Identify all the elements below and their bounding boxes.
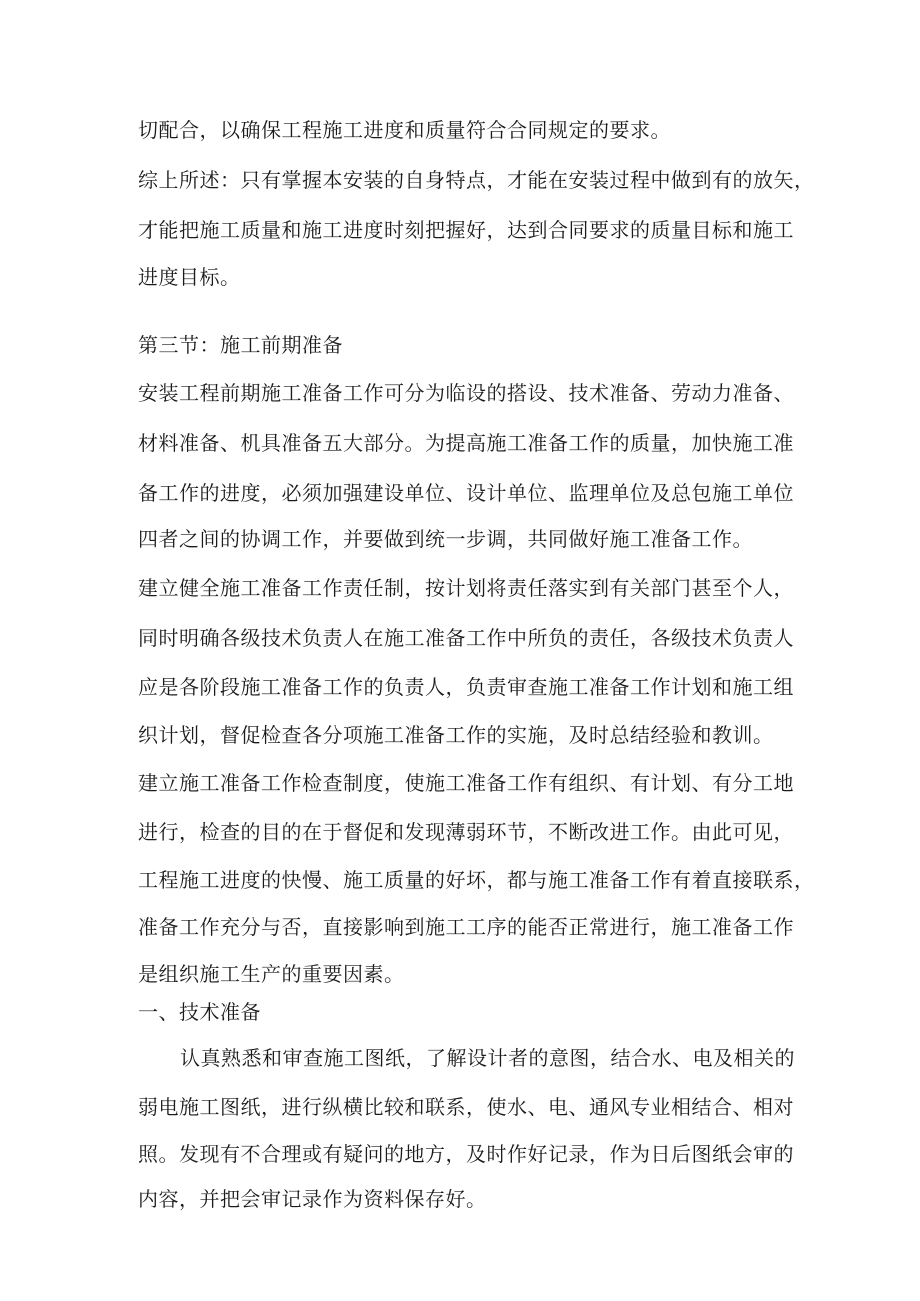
paragraph-line: 工程施工进度的快慢、施工质量的好坏，都与施工准备工作有着直接联系， — [138, 868, 815, 892]
paragraph-line: 同时明确各级技术负责人在施工准备工作中所负的责任，各级技术负责人 — [138, 626, 794, 650]
paragraph-line: 材料准备、机具准备五大部分。为提高施工准备工作的质量，加快施工准 — [138, 431, 794, 455]
paragraph-line: 织计划，督促检查各分项施工准备工作的实施，及时总结经验和教训。 — [138, 723, 774, 747]
subsection-heading: 一、技术准备 — [138, 1000, 261, 1024]
paragraph-line: 弱电施工图纸，进行纵横比较和联系，使水、电、通风专业相结合、相对 — [138, 1095, 794, 1119]
paragraph-line: 建立施工准备工作检查制度，使施工准备工作有组织、有计划、有分工地 — [138, 771, 794, 795]
paragraph-line: 应是各阶段施工准备工作的负责人，负责审查施工准备工作计划和施工组 — [138, 675, 794, 699]
section-heading: 第三节：施工前期准备 — [138, 333, 343, 357]
paragraph-line: 认真熟悉和审查施工图纸，了解设计者的意图，结合水、电及相关的 — [180, 1046, 795, 1070]
paragraph-line: 建立健全施工准备工作责任制，按计划将责任落实到有关部门甚至个人， — [138, 576, 794, 600]
paragraph-line: 备工作的进度，必须加强建设单位、设计单位、监理单位及总包施工单位 — [138, 481, 794, 505]
paragraph-line: 照。发现有不合理或有疑问的地方，及时作好记录，作为日后图纸会审的 — [138, 1142, 794, 1166]
paragraph-line: 才能把施工质量和施工进度时刻把握好，达到合同要求的质量目标和施工 — [138, 218, 794, 242]
paragraph-line: 四者之间的协调工作，并要做到统一步调，共同做好施工准备工作。 — [138, 527, 753, 551]
paragraph-line: 是组织施工生产的重要因素。 — [138, 962, 405, 986]
paragraph-line: 综上所述：只有掌握本安装的自身特点，才能在安装过程中做到有的放矢， — [138, 168, 815, 192]
paragraph-line: 进行，检查的目的在于督促和发现薄弱环节，不断改进工作。由此可见， — [138, 820, 794, 844]
paragraph-line: 内容，并把会审记录作为资料保存好。 — [138, 1187, 487, 1211]
paragraph-line: 切配合，以确保工程施工进度和质量符合合同规定的要求。 — [138, 118, 671, 142]
paragraph-line: 进度目标。 — [138, 265, 241, 289]
paragraph-line: 安装工程前期施工准备工作可分为临设的搭设、技术准备、劳动力准备、 — [138, 381, 794, 405]
paragraph-line: 准备工作充分与否，直接影响到施工工序的能否正常进行，施工准备工作 — [138, 915, 794, 939]
